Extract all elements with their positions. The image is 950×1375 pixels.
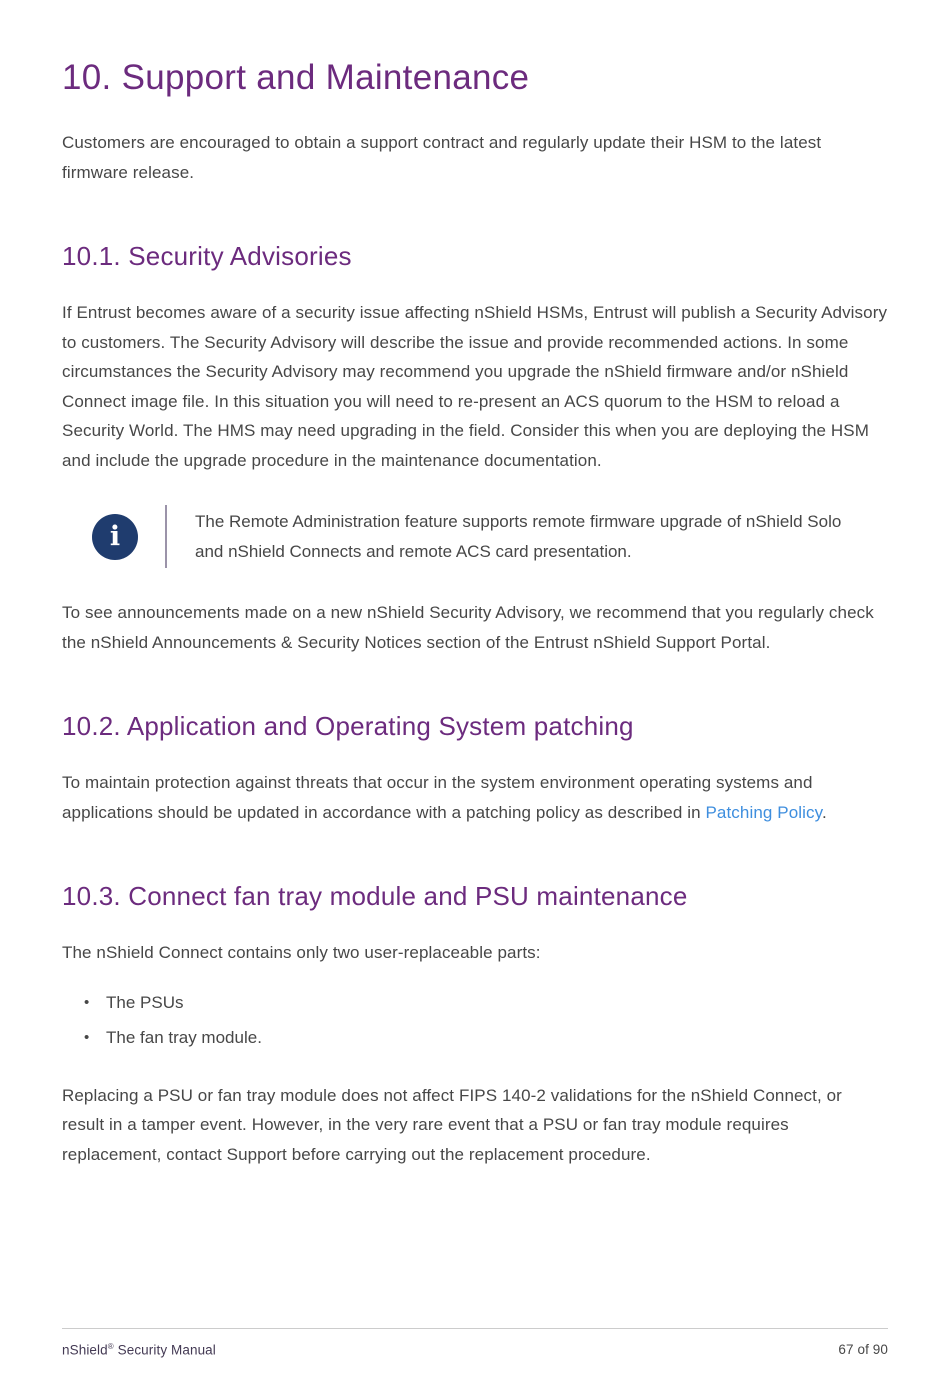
section-heading-10-1: 10.1. Security Advisories [62,241,352,271]
section-10-2-paragraph-1 [62,768,888,827]
section-10-3-paragraph-1: The nShield Connect contains only two user-replaceable parts: [62,943,541,962]
info-icon-glyph: i [109,521,121,552]
footer-product-name: nShield [62,1342,108,1357]
patching-policy-link[interactable]: Patching Policy [705,802,822,822]
section-heading-10-3: 10.3. Connect fan tray module and PSU maintenance [62,881,688,911]
page-number: 67 of 90 [838,1342,888,1357]
paragraph-text-after-link: . [821,802,827,822]
info-icon [92,514,138,560]
intro-paragraph: Customers are encouraged to obtain a support contract and regularly update their HSM to the latest firmware release. [62,133,822,182]
list-item [84,1023,888,1053]
footer-document-title-rest: Security Manual [113,1342,216,1357]
info-note [92,505,888,568]
bullet-marker: • [84,993,90,1011]
list-item [84,988,888,1018]
list-item-text: The PSUs [106,992,184,1012]
registered-trademark-symbol: ® [107,1341,114,1351]
replaceable-parts-list [62,988,888,1053]
bullet-marker: • [84,1029,90,1046]
footer-document-title [62,1342,216,1358]
info-note-icon-column [92,505,165,568]
page-footer [62,1328,888,1358]
chapter-title: 10. Support and Maintenance [62,58,530,97]
list-item-text: The fan tray module. [106,1028,262,1047]
section-10-1-paragraph-2: To see announcements made on a new nShield Security Advisory, we recommend that you regularly check the nShield Announcements & Security Notices section of the Entrust nShield Support Portal. [62,603,874,652]
paragraph-text-before-link: To maintain protection against threats that occur in the system environment operating systems and applications should be updated in accordance with a patching policy as described in [62,773,813,822]
info-note-text: The Remote Administration feature supports remote firmware upgrade of nShield Solo and nShield Connects and remote ACS card presentation. [195,512,842,561]
section-10-1-paragraph-1: If Entrust becomes aware of a security issue affecting nShield HSMs, Entrust will publish a Security Advisory to customers. The Security Advisory will describe the issue and provide recommended actions. In some circumstances the Security Advisory may recommend you upgrade the nShield firmware and/or nShield Connect image file. In this situation you will need to re-present an ACS quorum to the HSM to reload a Security World. The HMS may need upgrading in the field. Consider this when you are deploying the HSM and include the upgrade procedure in the maintenance documentation. [62,303,888,470]
section-10-3-paragraph-2: Replacing a PSU or fan tray module does not affect FIPS 140-2 validations for the nShield Connect, or result in a tamper event. However, in the very rare event that a PSU or fan tray module requires replacement, contact Support before carrying out the replacement procedure. [62,1085,842,1164]
section-heading-10-2: 10.2. Application and Operating System patching [62,711,634,741]
